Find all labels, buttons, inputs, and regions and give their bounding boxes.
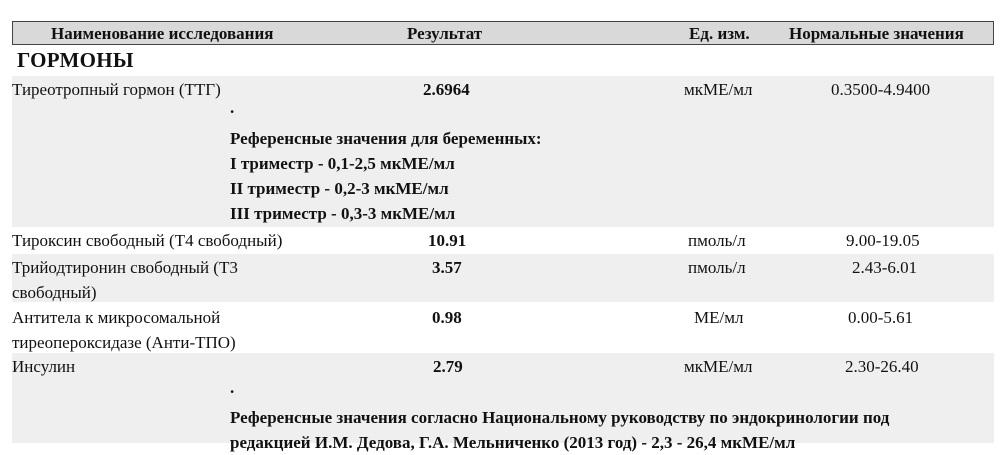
row-norm: 2.30-26.40 [845, 357, 919, 376]
row-name: Трийодтиронин свободный (Т3 свободный) [12, 258, 238, 302]
trimester-3-note: III триместр - 0,3-3 мкМЕ/мл [230, 204, 456, 223]
row-norm: 0.3500-4.9400 [831, 80, 931, 99]
col-name-header: Наименование исследования [51, 24, 274, 43]
section-title: ГОРМОНЫ [17, 48, 134, 72]
row-name: Инсулин [12, 357, 76, 376]
table-header [12, 21, 994, 45]
row-name: Тиреотропный гормон (ТТГ) [12, 80, 221, 99]
note-dot: . [230, 98, 235, 117]
table-row [12, 303, 994, 353]
table-row [12, 353, 994, 452]
row-unit: мкМЕ/мл [684, 80, 753, 99]
col-norm-header: Нормальные значения [789, 24, 964, 43]
table-row [12, 254, 994, 302]
table-row [12, 228, 994, 254]
row-norm: 2.43-6.01 [852, 258, 918, 277]
row-name: Тироксин свободный (Т4 свободный) [12, 231, 283, 250]
row-name: Антитела к микросомальной тиреопероксидазе (Анти-ТПО) [12, 308, 236, 352]
row-unit: мкМЕ/мл [684, 357, 753, 376]
row-result: 3.57 [432, 258, 462, 277]
table-row [12, 76, 994, 227]
row-norm: 0.00-5.61 [848, 308, 914, 327]
note-dot: . [230, 378, 235, 397]
trimester-2-note: II триместр - 0,2-3 мкМЕ/мл [230, 179, 449, 198]
row-unit: МЕ/мл [694, 308, 744, 327]
insulin-reference-note: Референсные значения согласно Национальному руководству по эндокринологии под [230, 408, 890, 427]
row-unit: пмоль/л [688, 258, 746, 277]
row-unit: пмоль/л [688, 231, 746, 250]
row-result: 10.91 [428, 231, 467, 250]
trimester-1-note: I триместр - 0,1-2,5 мкМЕ/мл [230, 154, 455, 173]
row-norm: 9.00-19.05 [846, 231, 920, 250]
col-unit-header: Ед. изм. [689, 24, 750, 43]
insulin-reference-note-2: редакцией И.М. Дедова, Г.А. Мельниченко (2013 год) - 2,3 - 26,4 мкМЕ/мл [230, 433, 796, 452]
row-result: 2.79 [433, 357, 463, 376]
col-result-header: Результат [407, 24, 483, 43]
row-result: 2.6964 [423, 80, 470, 99]
pregnancy-note-title: Референсные значения для беременных: [230, 129, 542, 148]
row-result: 0.98 [432, 308, 462, 327]
